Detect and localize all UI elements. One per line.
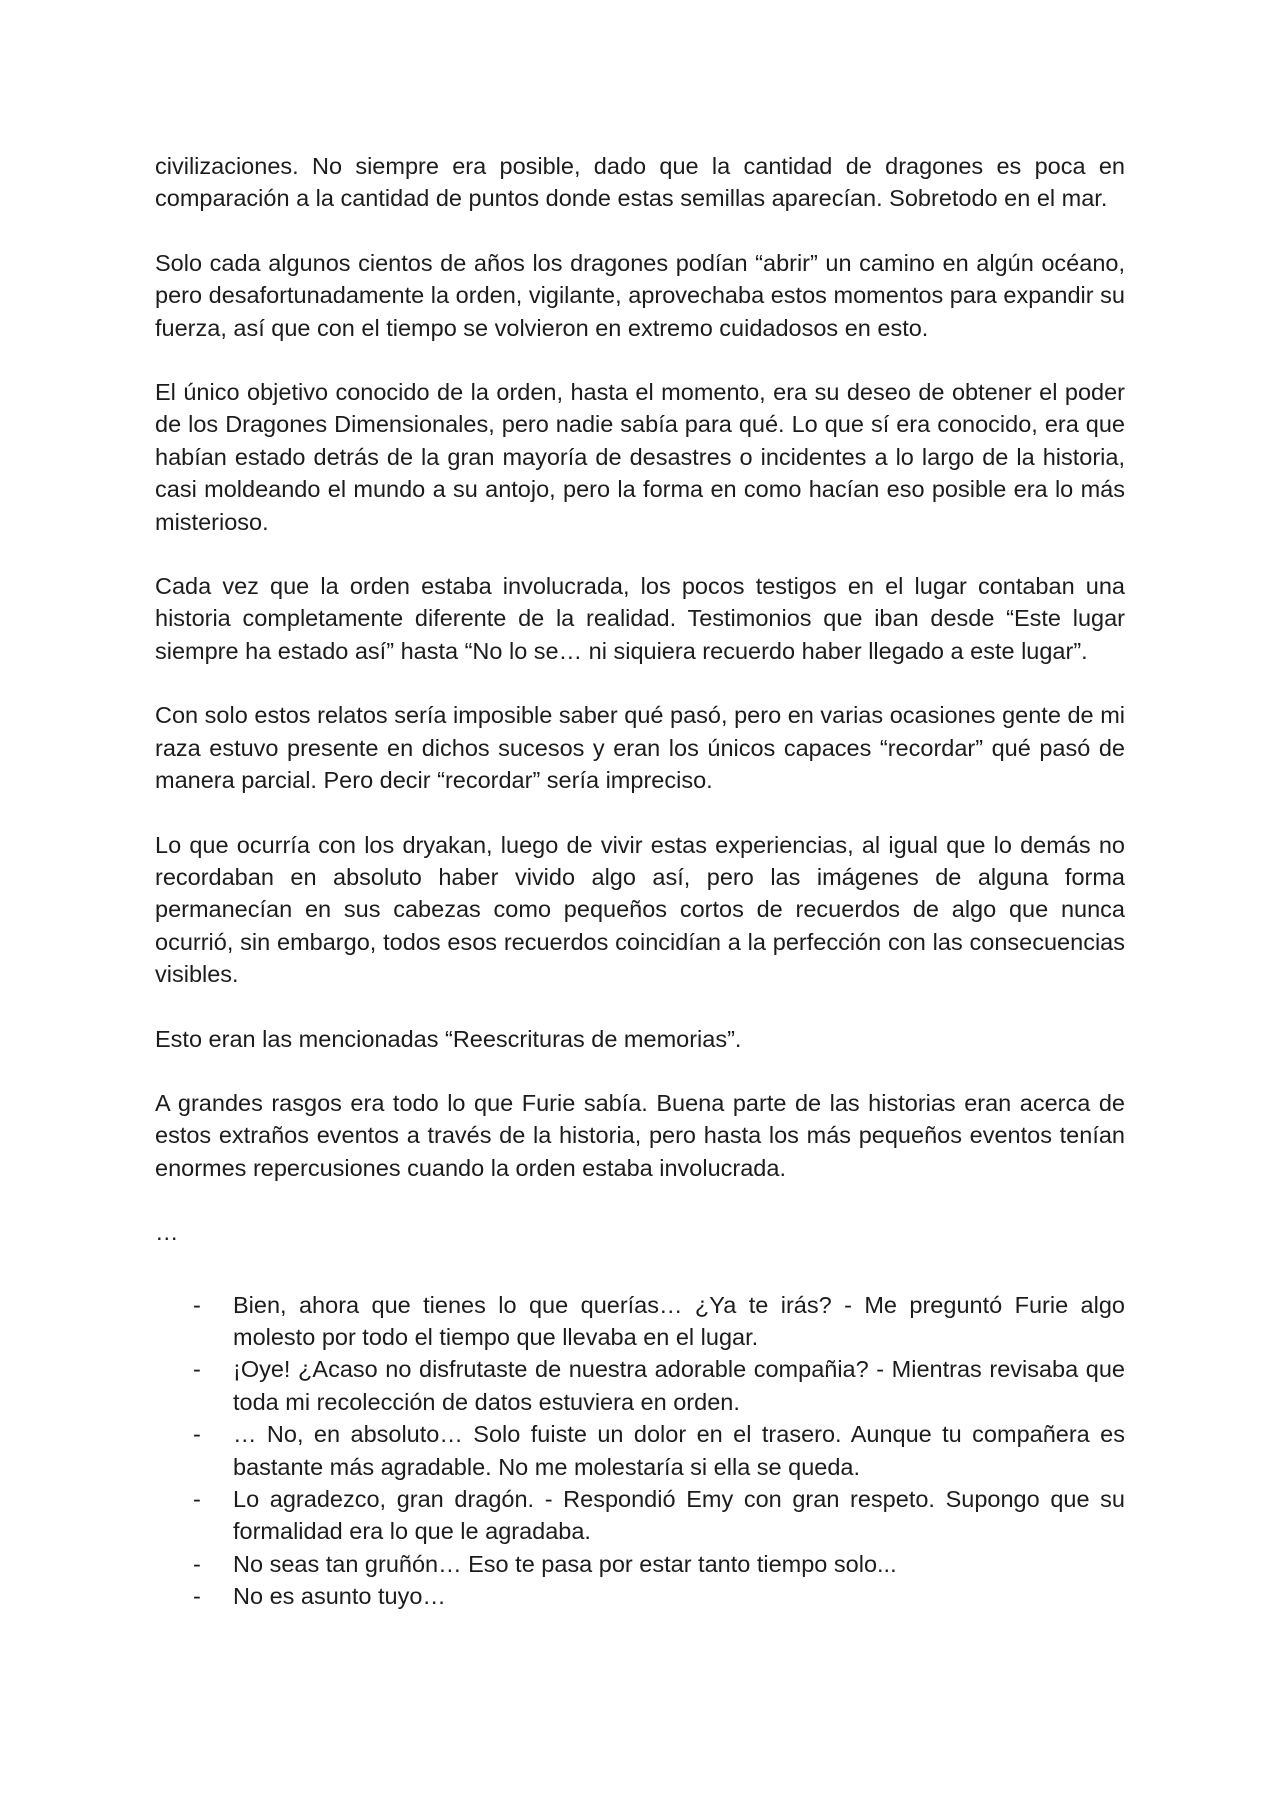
- dialogue-dash: -: [193, 1486, 201, 1512]
- dialogue-text: Bien, ahora que tienes lo que querías… ¿Ya te irás? - Me preguntó Furie algo molesto por todo el tiempo que llevaba en el lugar.: [233, 1291, 1125, 1350]
- dialogue-text: … No, en absoluto… Solo fuiste un dolor en el trasero. Aunque tu compañera es bastante más agradable. No me molestaría si ella se queda.: [233, 1421, 1125, 1480]
- dialogue-item: [155, 1483, 1125, 1548]
- paragraph-reescrituras: Esto eran las mencionadas “Reescrituras de memorias”.: [155, 1025, 742, 1052]
- dialogue-text: No es asunto tuyo…: [233, 1583, 446, 1610]
- dialogue-dash: -: [193, 1583, 201, 1610]
- dialogue-item: [155, 1548, 1125, 1580]
- paragraph-furie-sabia: A grandes rasgos era todo lo que Furie sabía. Buena parte de las historias eran acerca de estos extraños eventos a través de la historia, pero hasta los más pequeños eventos tenían enormes repercusiones cuando la orden estaba involucrada.: [155, 1089, 1125, 1181]
- paragraph-civilizaciones: civilizaciones. No siempre era posible, dado que la cantidad de dragones es poca en comparación a la cantidad de puntos donde estas semillas aparecían. Sobretodo en el mar.: [155, 153, 1125, 212]
- paragraph-dragones-oceano: Solo cada algunos cientos de años los dragones podían “abrir” un camino en algún océano, pero desafortunadamente la orden, vigilante, aprovechaba estos momentos para expandir su fuerza, así que con el tiempo se volvieron en extremo cuidadosos en esto.: [155, 249, 1125, 341]
- paragraph-relatos: Con solo estos relatos sería imposible saber qué pasó, pero en varias ocasiones gente de mi raza estuvo presente en dichos sucesos y eran los únicos capaces “recordar” qué pasó de manera parcial. Pero decir “recordar” sería impreciso.: [155, 702, 1125, 794]
- dialogue-item: [155, 1418, 1125, 1483]
- dialogue-text: Lo agradezco, gran dragón. - Respondió Emy con gran respeto. Supongo que su formalidad era lo que le agradaba.: [233, 1486, 1125, 1545]
- dialogue-dash: -: [193, 1291, 201, 1318]
- paragraph-testigos: Cada vez que la orden estaba involucrada, los pocos testigos en el lugar contaban una historia completamente diferente de la realidad. Testimonios que iban desde “Este lugar siempre ha estado así” hasta “No lo se… ni siquiera recuerdo haber llegado a este lugar”.: [155, 573, 1125, 664]
- dialogue-dash: -: [193, 1421, 201, 1448]
- dialogue-dash: -: [193, 1356, 201, 1383]
- dialogue-dash: -: [193, 1550, 201, 1577]
- dialogue-list: [155, 1289, 1125, 1613]
- section-separator: …: [155, 1219, 179, 1246]
- dialogue-text: ¡Oye! ¿Acaso no disfrutaste de nuestra adorable compañia? - Mientras revisaba que toda mi recolección de datos estuviera en orden.: [233, 1356, 1125, 1415]
- document-body: [155, 150, 1125, 1613]
- dialogue-item: [155, 1353, 1125, 1418]
- dialogue-item: [155, 1580, 1125, 1612]
- paragraph-objetivo-orden: El único objetivo conocido de la orden, hasta el momento, era su deseo de obtener el poder de los Dragones Dimensionales, pero nadie sabía para qué. Lo que sí era conocido, era que habían estado detrás de la gran mayoría de desastres o incidentes a lo largo de la historia, casi moldeando el mundo a su antojo, pero la forma en como hacían eso posible era lo más misterioso.: [155, 379, 1125, 535]
- paragraph-dryakan: Lo que ocurría con los dryakan, luego de vivir estas experiencias, al igual que lo demás no recordaban en absoluto haber vivido algo así, pero las imágenes de alguna forma permanecían en sus cabezas como pequeños cortos de recuerdos de algo que nunca ocurrió, sin embargo, todos esos recuerdos coincidían a la perfección con las consecuencias visibles.: [155, 831, 1125, 988]
- dialogue-item: [155, 1289, 1125, 1354]
- dialogue-text: No seas tan gruñón… Eso te pasa por estar tanto tiempo solo...: [233, 1550, 897, 1577]
